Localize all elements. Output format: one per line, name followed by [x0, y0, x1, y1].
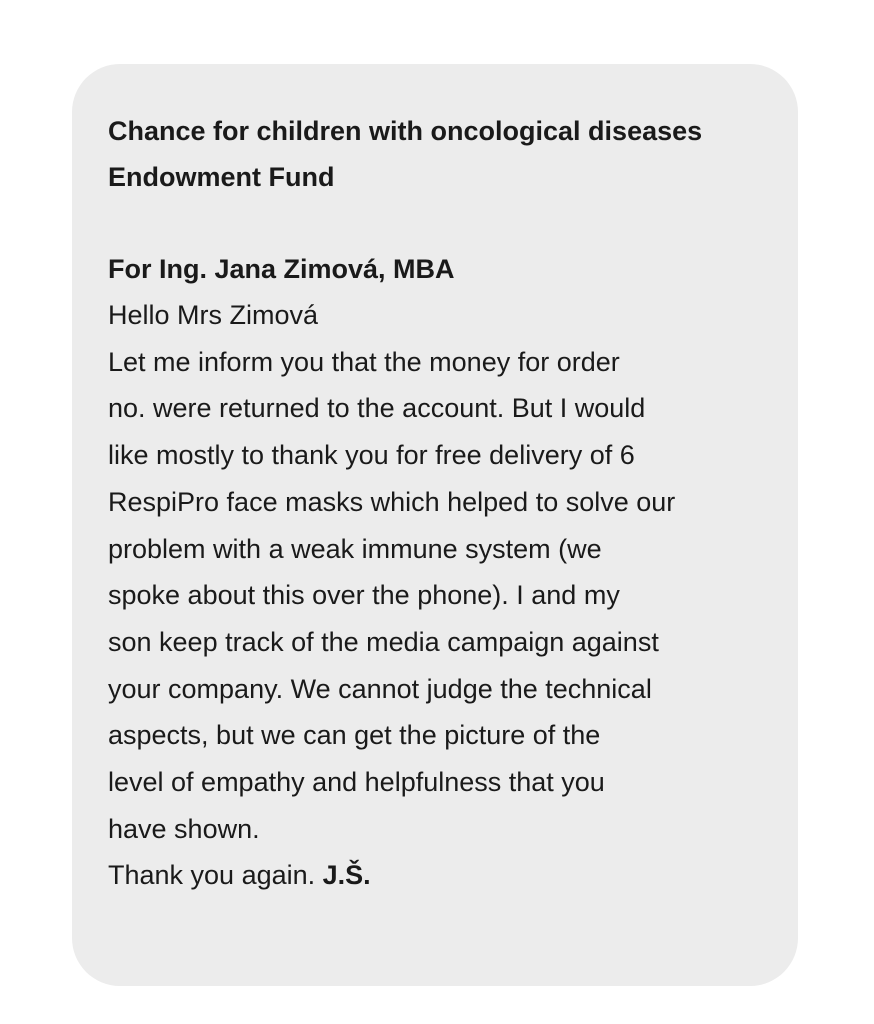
body-line: Let me inform you that the money for order [108, 346, 620, 377]
greeting: Hello Mrs Zimová [108, 300, 319, 330]
body-line: RespiPro face masks which helped to solve our [108, 486, 676, 517]
heading-line: Chance for children with oncological diseases [108, 116, 703, 146]
body-line: have shown. [108, 813, 260, 844]
body-line: like mostly to thank you for free delivery of 6 [108, 440, 635, 471]
closing-line [108, 852, 778, 899]
body-line: no. were returned to the account. But I would [108, 393, 646, 424]
signature: J.Š. [322, 860, 371, 891]
closing-text: Thank you again. [108, 860, 316, 891]
body-line: aspects, but we can get the picture of the [108, 720, 601, 751]
body-line: level of empathy and helpfulness that you [108, 767, 605, 798]
organization-heading [108, 108, 778, 200]
letter-body [108, 292, 778, 899]
testimonial-card [72, 64, 798, 986]
body-line: son keep track of the media campaign against [108, 626, 659, 657]
body-line: problem with a weak immune system (we [108, 533, 602, 564]
body-line: spoke about this over the phone). I and my [108, 580, 620, 611]
heading-line: Endowment Fund [108, 162, 335, 192]
body-line: your company. We cannot judge the technical [108, 673, 652, 704]
recipient-line: For Ing. Jana Zimová, MBA [108, 254, 455, 284]
